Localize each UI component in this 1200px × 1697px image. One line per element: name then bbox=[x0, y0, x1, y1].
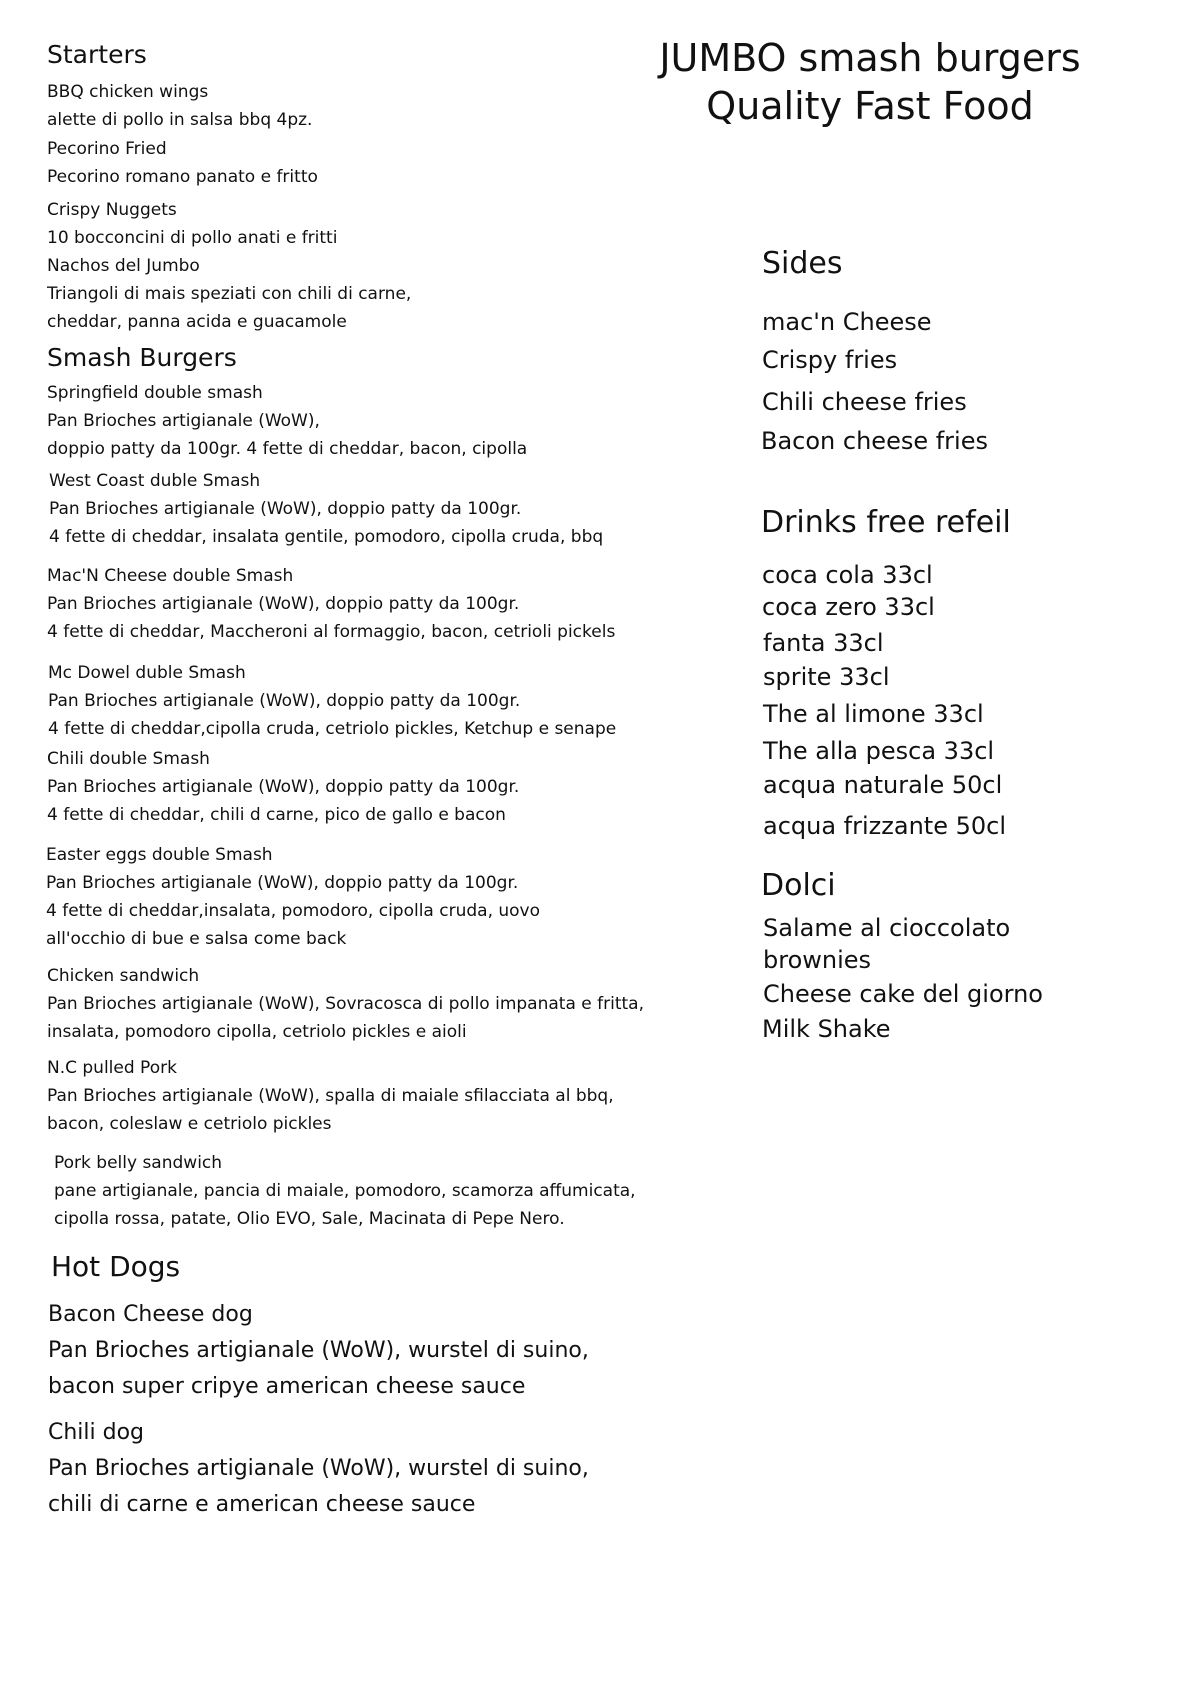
item-name: Mc Dowel duble Smash bbox=[48, 663, 246, 683]
item-name: Chicken sandwich bbox=[47, 966, 200, 986]
smash-burgers-heading: Smash Burgers bbox=[47, 343, 237, 372]
item-description: Pan Brioches artigianale (WoW), doppio patty da 100gr. bbox=[46, 873, 519, 893]
restaurant-tagline: Quality Fast Food bbox=[706, 84, 1034, 128]
item-description: Pan Brioches artigianale (WoW), doppio patty da 100gr. bbox=[47, 777, 520, 797]
item-description: bacon super cripye american cheese sauce bbox=[48, 1374, 526, 1399]
menu-item bbox=[46, 841, 540, 953]
item-description: Pan Brioches artigianale (WoW), doppio patty da 100gr. bbox=[49, 499, 522, 519]
item-description: cipolla rossa, patate, Olio EVO, Sale, Macinata di Pepe Nero. bbox=[54, 1209, 565, 1229]
item-description: Pan Brioches artigianale (WoW), Sovracosca di pollo impanata e fritta, bbox=[47, 994, 644, 1014]
drink-item: coca cola 33cl bbox=[762, 561, 933, 589]
dolci-heading: Dolci bbox=[761, 868, 836, 903]
item-description: Pan Brioches artigianale (WoW), bbox=[47, 411, 320, 431]
sides-heading: Sides bbox=[762, 246, 843, 281]
item-description: insalata, pomodoro cipolla, cetriolo pickles e aioli bbox=[47, 1022, 467, 1042]
side-item: Bacon cheese fries bbox=[761, 427, 988, 455]
menu-item bbox=[47, 196, 337, 252]
dessert-item: Cheese cake del giorno bbox=[763, 980, 1043, 1008]
item-description: cheddar, panna acida e guacamole bbox=[47, 312, 347, 332]
dessert-item: Milk Shake bbox=[762, 1015, 891, 1043]
item-name: Easter eggs double Smash bbox=[46, 845, 273, 865]
menu-item bbox=[47, 1054, 614, 1138]
item-description: 4 fette di cheddar, Maccheroni al formaggio, bacon, cetrioli pickels bbox=[47, 622, 616, 642]
menu-item bbox=[48, 1415, 589, 1523]
item-description: 4 fette di cheddar, insalata gentile, pomodoro, cipolla cruda, bbq bbox=[49, 527, 604, 547]
item-name: Chili dog bbox=[48, 1420, 145, 1445]
dessert-item: brownies bbox=[763, 946, 872, 974]
drink-item: sprite 33cl bbox=[763, 663, 890, 691]
item-name: Pork belly sandwich bbox=[54, 1153, 223, 1173]
item-name: Nachos del Jumbo bbox=[47, 256, 200, 276]
restaurant-name: JUMBO smash burgers bbox=[659, 36, 1081, 80]
item-description: alette di pollo in salsa bbq 4pz. bbox=[47, 110, 313, 130]
dessert-item: Salame al cioccolato bbox=[763, 914, 1011, 942]
menu-item bbox=[48, 659, 616, 743]
drinks-heading: Drinks free refeil bbox=[761, 505, 1011, 540]
drink-item: fanta 33cl bbox=[763, 629, 884, 657]
item-description: Triangoli di mais speziati con chili di carne, bbox=[47, 284, 412, 304]
item-description: Pan Brioches artigianale (WoW), wurstel di suino, bbox=[48, 1456, 589, 1481]
menu-item bbox=[47, 379, 527, 463]
item-name: West Coast duble Smash bbox=[49, 471, 261, 491]
menu-item bbox=[48, 1297, 589, 1405]
menu-item bbox=[49, 467, 603, 551]
item-description: chili di carne e american cheese sauce bbox=[48, 1492, 476, 1517]
item-description: 4 fette di cheddar,insalata, pomodoro, cipolla cruda, uovo bbox=[46, 901, 541, 921]
side-item: Crispy fries bbox=[762, 346, 898, 374]
menu-item bbox=[47, 745, 519, 829]
hot-dogs-heading: Hot Dogs bbox=[51, 1250, 181, 1283]
drink-item: The al limone 33cl bbox=[763, 700, 984, 728]
item-name: Chili double Smash bbox=[47, 749, 210, 769]
item-description: doppio patty da 100gr. 4 fette di cheddar, bacon, cipolla bbox=[47, 439, 528, 459]
menu-item bbox=[54, 1149, 636, 1233]
menu-item bbox=[47, 78, 312, 134]
item-description: Pan Brioches artigianale (WoW), doppio patty da 100gr. bbox=[47, 594, 520, 614]
item-description: all'occhio di bue e salsa come back bbox=[46, 929, 347, 949]
menu-item bbox=[47, 252, 411, 336]
side-item: mac'n Cheese bbox=[762, 308, 932, 336]
item-description: Pan Brioches artigianale (WoW), doppio patty da 100gr. bbox=[48, 691, 521, 711]
item-description: 4 fette di cheddar,cipolla cruda, cetriolo pickles, Ketchup e senape bbox=[48, 719, 617, 739]
item-description: pane artigianale, pancia di maiale, pomodoro, scamorza affumicata, bbox=[54, 1181, 636, 1201]
drink-item: acqua naturale 50cl bbox=[763, 771, 1003, 799]
item-name: Springfield double smash bbox=[47, 383, 263, 403]
item-description: 10 bocconcini di pollo anati e fritti bbox=[47, 228, 338, 248]
menu-item bbox=[47, 135, 318, 191]
starters-heading: Starters bbox=[47, 40, 147, 69]
item-name: Mac'N Cheese double Smash bbox=[47, 566, 294, 586]
item-description: Pecorino romano panato e fritto bbox=[47, 167, 318, 187]
restaurant-header bbox=[600, 34, 1140, 130]
menu-item bbox=[47, 562, 615, 646]
item-description: Pan Brioches artigianale (WoW), wurstel di suino, bbox=[48, 1338, 589, 1363]
item-description: 4 fette di cheddar, chili d carne, pico de gallo e bacon bbox=[47, 805, 506, 825]
menu-item bbox=[47, 962, 644, 1046]
item-name: N.C pulled Pork bbox=[47, 1058, 177, 1078]
drink-item: acqua frizzante 50cl bbox=[763, 812, 1006, 840]
side-item: Chili cheese fries bbox=[762, 388, 967, 416]
drink-item: coca zero 33cl bbox=[762, 593, 935, 621]
item-description: Pan Brioches artigianale (WoW), spalla di maiale sfilacciata al bbq, bbox=[47, 1086, 614, 1106]
item-name: Crispy Nuggets bbox=[47, 200, 177, 220]
item-name: Bacon Cheese dog bbox=[48, 1302, 253, 1327]
drink-item: The alla pesca 33cl bbox=[763, 737, 995, 765]
item-name: Pecorino Fried bbox=[47, 139, 167, 159]
item-description: bacon, coleslaw e cetriolo pickles bbox=[47, 1114, 332, 1134]
item-name: BBQ chicken wings bbox=[47, 82, 209, 102]
